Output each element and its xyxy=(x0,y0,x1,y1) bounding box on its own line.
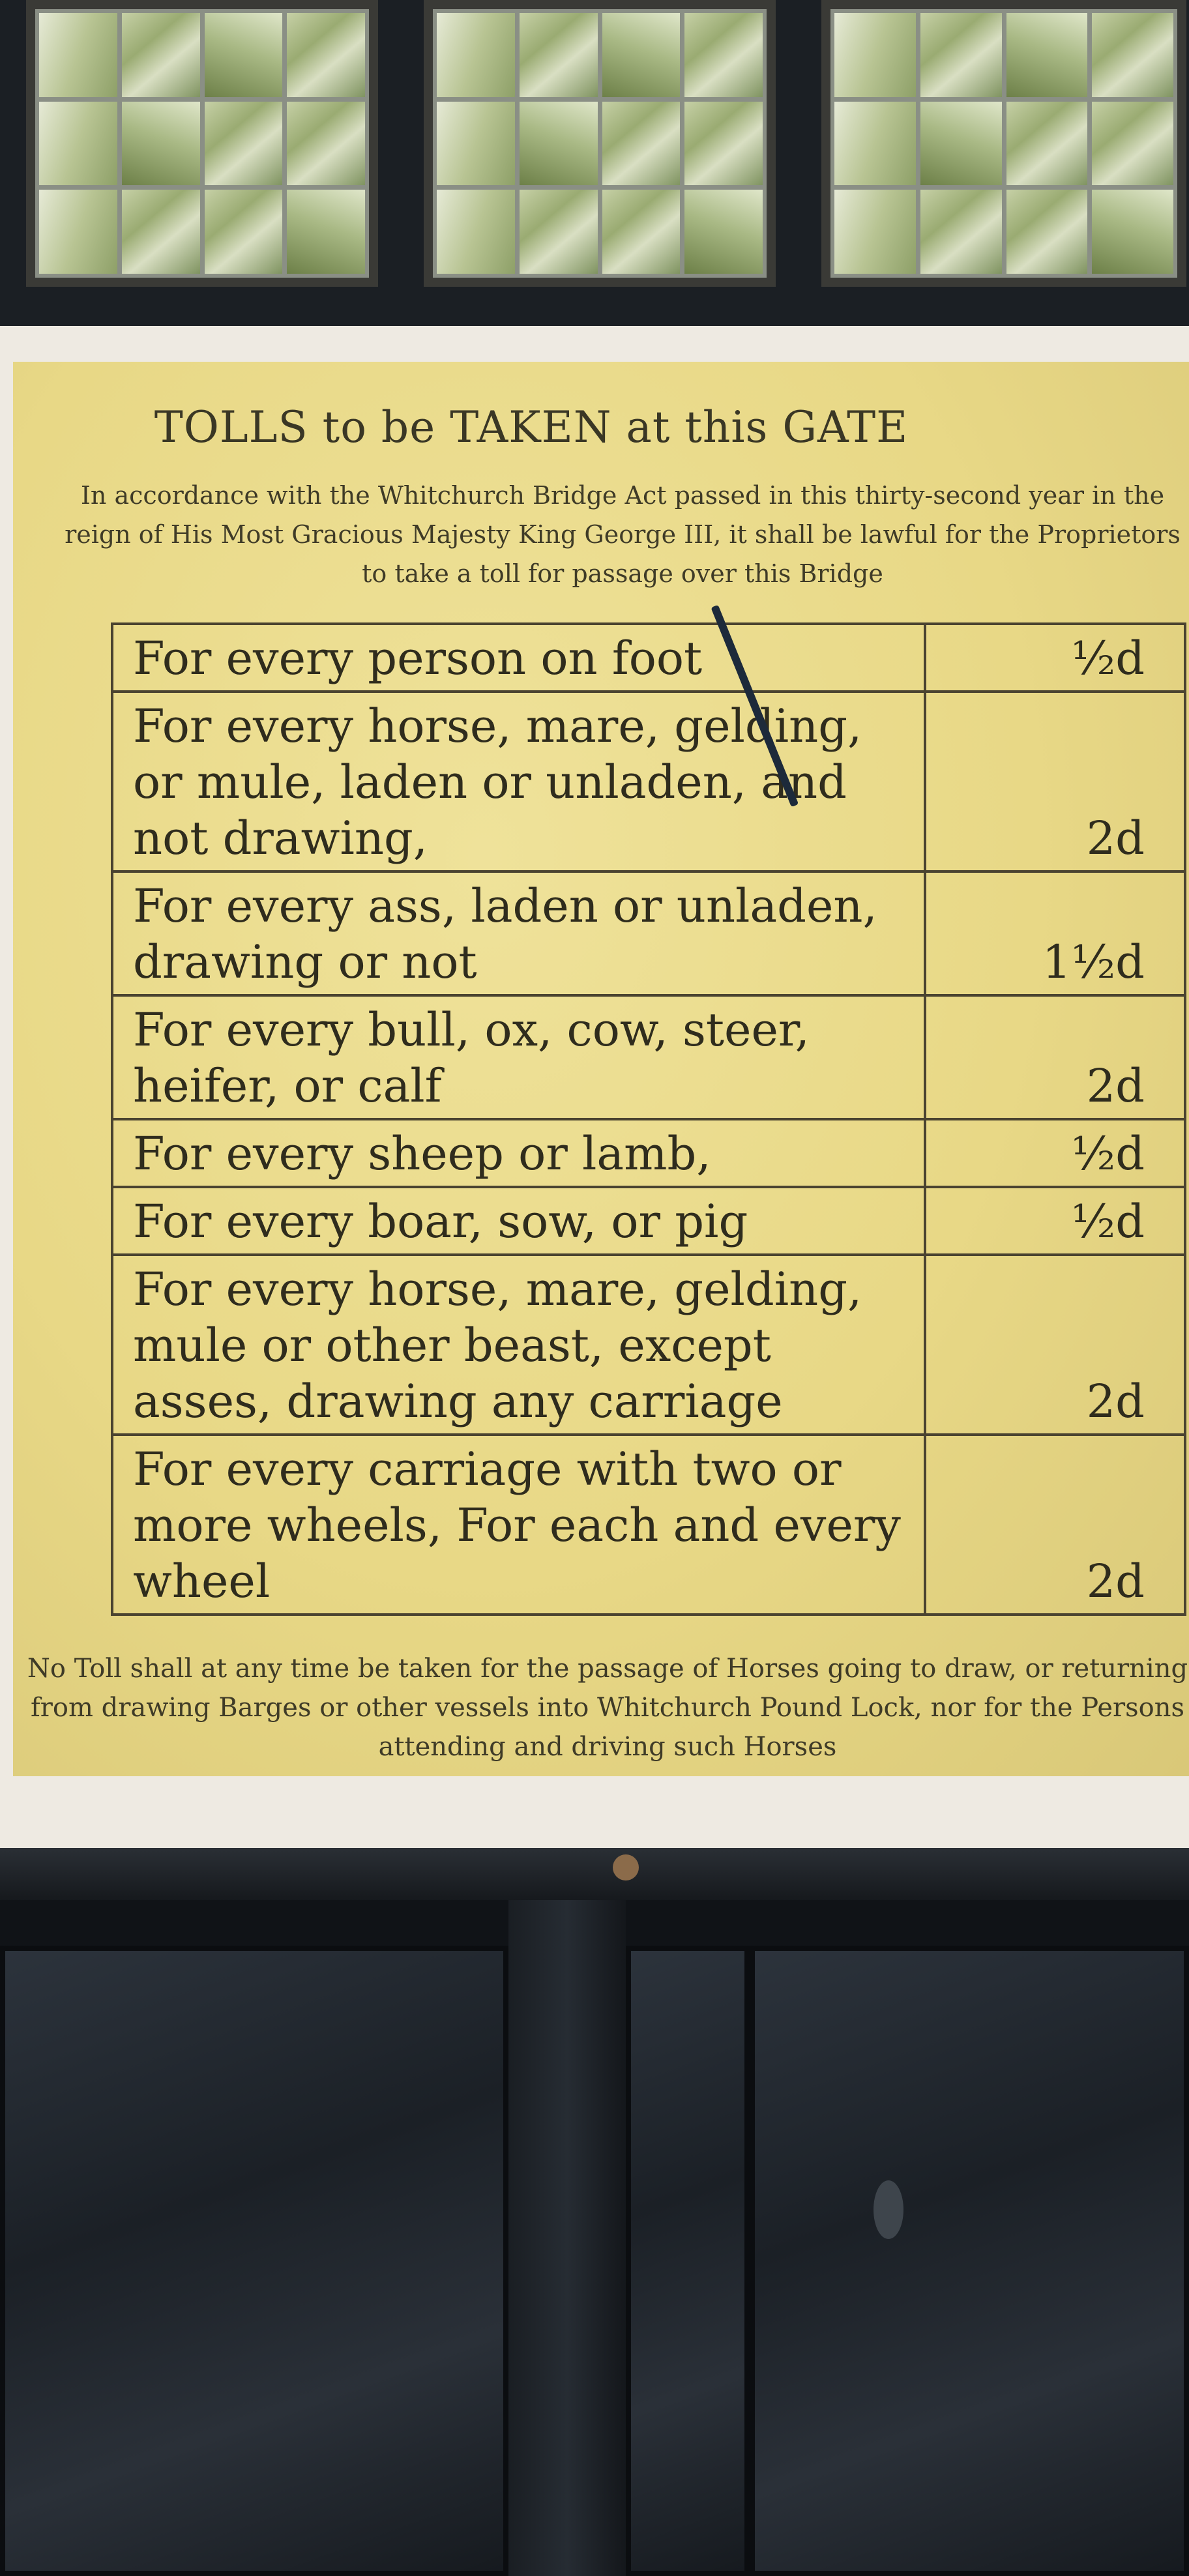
toll-item: For every boar, sow, or pig xyxy=(112,1187,925,1255)
door-stile xyxy=(508,1900,626,2576)
toll-item: For every horse, mare, gelding, or mule, laden or unladen, and not drawing, xyxy=(112,692,925,871)
toll-item: For every sheep or lamb, xyxy=(112,1119,925,1187)
toll-price: 2d xyxy=(925,1435,1185,1615)
window-right xyxy=(821,0,1186,287)
toll-price: ½d xyxy=(925,1187,1185,1255)
toll-item: For every bull, ox, cow, steer, heifer, or calf xyxy=(112,995,925,1119)
table-row xyxy=(112,995,1185,1119)
table-row xyxy=(112,1435,1185,1615)
toll-price: 2d xyxy=(925,995,1185,1119)
sign-preamble: In accordance with the Whitchurch Bridge Act passed in this thirty-second year in the reign of His Most Gracious Majesty King George III, it shall be lawful for the Proprietors to take a toll for passage over this Bridge xyxy=(65,481,1181,588)
table-row xyxy=(112,692,1185,871)
toll-item: For every person on foot xyxy=(112,624,925,692)
toll-price: ½d xyxy=(925,624,1185,692)
upper-windows xyxy=(0,0,1189,339)
toll-price: ½d xyxy=(925,1119,1185,1187)
toll-table xyxy=(111,622,1186,1616)
window-left xyxy=(26,0,378,287)
sign-frame xyxy=(0,326,1189,1848)
toll-price: 2d xyxy=(925,1255,1185,1435)
keyhole xyxy=(873,2180,903,2239)
sign-footnote: No Toll shall at any time be taken for the passage of Horses going to draw, or returning from drawing Barges or other vessels into Whitchurch Pound Lock, nor for the Persons attending and driving such Horses xyxy=(27,1654,1188,1762)
window-middle xyxy=(424,0,776,287)
toll-item: For every horse, mare, gelding, mule or other beast, except asses, drawing any carriage xyxy=(112,1255,925,1435)
door-panel-middle xyxy=(626,1946,750,2576)
table-row xyxy=(112,624,1185,692)
table-row xyxy=(112,1255,1185,1435)
toll-price: 1½d xyxy=(925,871,1185,995)
toll-item: For every carriage with two or more wheels, For each and every wheel xyxy=(112,1435,925,1615)
door-bolt xyxy=(613,1854,639,1881)
toll-item: For every ass, laden or unladen, drawing or not xyxy=(112,871,925,995)
table-row xyxy=(112,1119,1185,1187)
table-row xyxy=(112,871,1185,995)
sign-title: TOLLS to be TAKEN at this GATE xyxy=(154,402,909,452)
door-panel-left xyxy=(0,1946,508,2576)
door-panel-right xyxy=(750,1946,1189,2576)
table-row xyxy=(112,1187,1185,1255)
door-rail xyxy=(0,1848,1189,1900)
door xyxy=(0,1848,1189,2576)
toll-sign xyxy=(13,362,1189,1776)
toll-price: 2d xyxy=(925,692,1185,871)
